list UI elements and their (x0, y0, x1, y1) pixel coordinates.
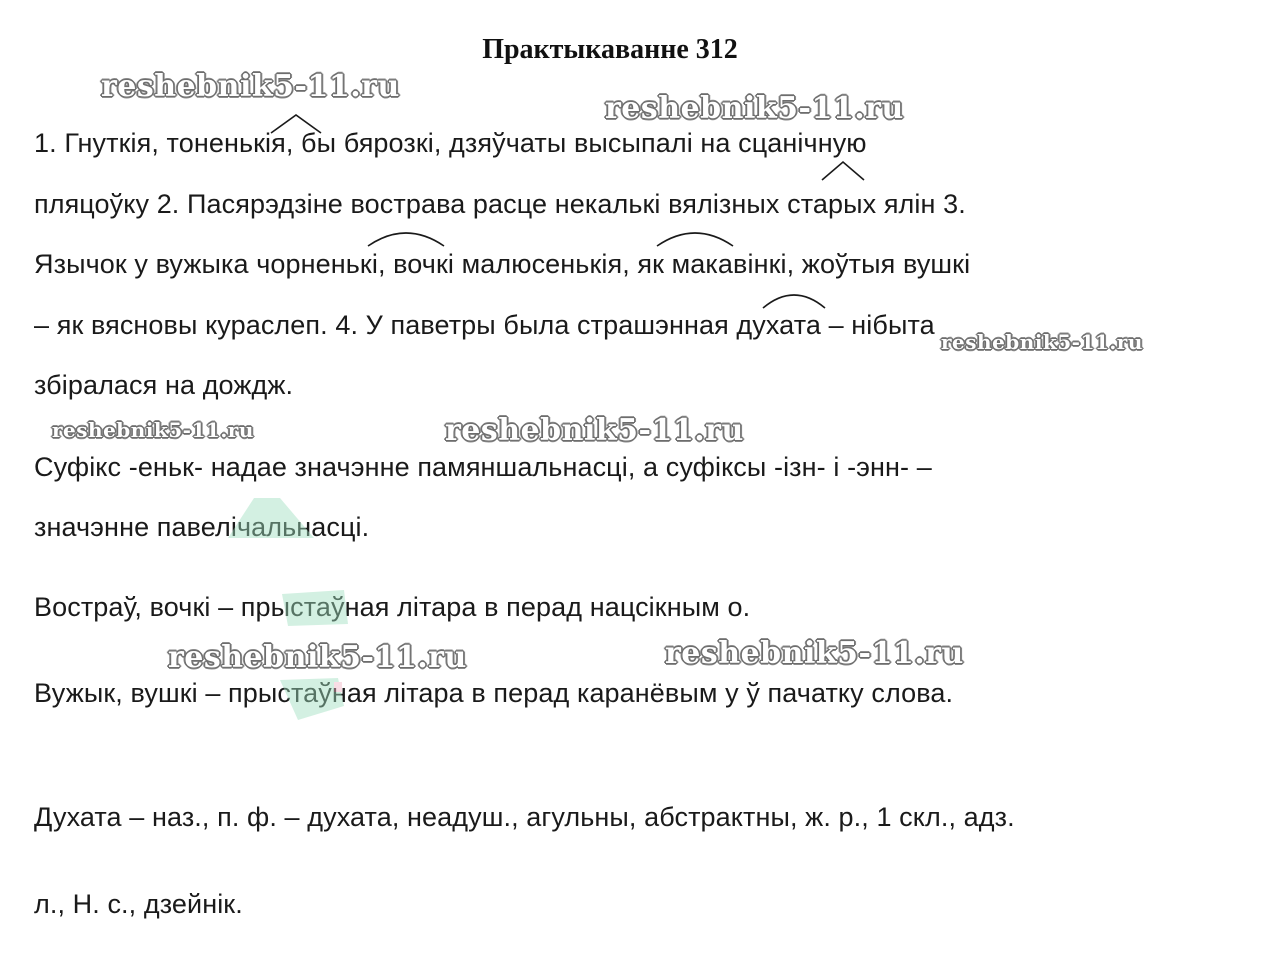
sentences-paragraph (34, 113, 1214, 416)
vostrau-explanation (34, 590, 1214, 624)
page-title: Практыкаванне 312 (482, 34, 738, 65)
watermark: reshebnik5-11.ru (52, 418, 254, 442)
suffix-explanation (34, 437, 1214, 557)
watermark: reshebnik5-11.ru (665, 636, 964, 671)
text-line: Язычок у вужыка чорненькі, вочкі малюсенькія, як макавінкі, жоўтыя вушкі (34, 249, 971, 279)
text-line: – як вясновы кураслеп. 4. У паветры была страшэнная духата – нібыта (34, 309, 935, 340)
watermark: reshebnik5-11.ru (941, 330, 1143, 354)
watermark: reshebnik5-11.ru (605, 91, 904, 126)
text-line: значэнне павелічальнасці. (34, 512, 370, 542)
text-line: Духата – наз., п. ф. – духата, неадуш., агульны, абстрактны, ж. р., 1 скл., адз. (34, 802, 1015, 832)
morphological-analysis (34, 760, 1214, 961)
vuzhyk-explanation (34, 676, 1214, 710)
watermark: reshebnik5-11.ru (101, 69, 400, 104)
text-line: пляцоўку 2. Пасярэдзіне вострава расце некалькі вялізных старых ялін 3. (34, 188, 966, 219)
text-line: збіралася на дождж. (34, 370, 294, 400)
watermark: reshebnik5-11.ru (445, 413, 744, 448)
text-line: л., Н. с., дзейнік. (34, 889, 243, 919)
text-line: Суфікс -еньк- надае значэнне памяншальнасці, а суфіксы -ізн- і -энн- – (34, 452, 932, 482)
text-line: Вужык, вушкі – прыстаўная літара в перад каранёвым у ў пачатку слова. (34, 678, 954, 708)
watermark: reshebnik5-11.ru (168, 640, 467, 675)
text-line: 1. Гнуткія, тоненькія, бы бярозкі, дзяўчаты высыпалі на сцанічную (34, 128, 867, 158)
text-line: Востраў, вочкі – прыстаўная літара в перад нацсікным о. (34, 592, 751, 622)
